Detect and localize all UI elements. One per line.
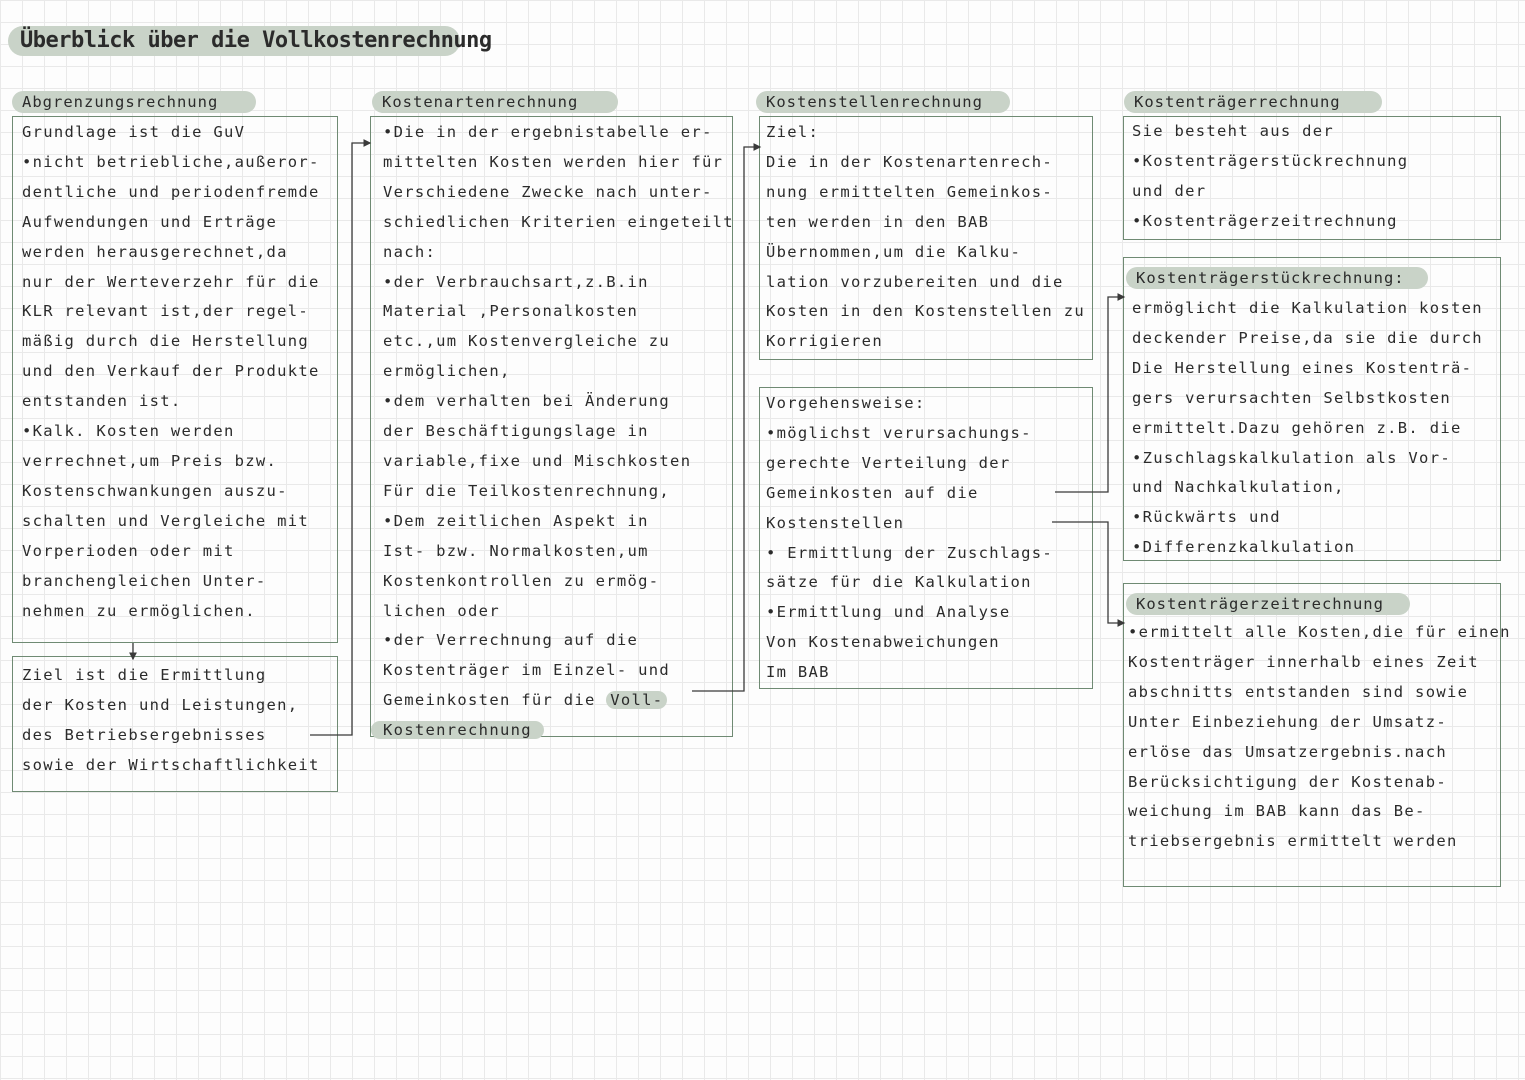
- zeitrechnung-heading: Kostenträgerzeitrechnung: [1126, 593, 1410, 615]
- text-line: Kostenstellen: [766, 513, 905, 532]
- text-line: deckender Preise,da sie die durch: [1132, 328, 1483, 347]
- text-line: mäßig durch die Herstellung: [22, 332, 310, 351]
- text-line: •ermittelt alle Kosten,die für einen: [1128, 623, 1511, 641]
- text-line: Material ,Personalkosten: [383, 302, 639, 321]
- text-line: entstanden ist.: [22, 392, 182, 411]
- text-line: ermöglichen,: [383, 362, 511, 381]
- abgrenzung-heading: Abgrenzungsrechnung: [12, 91, 256, 113]
- text-line: ten werden in den BAB: [766, 212, 990, 231]
- text-line: des Betriebsergebnisses: [22, 725, 267, 744]
- text-line: weichung im BAB kann das Be-: [1128, 802, 1426, 821]
- text-line: Die Herstellung eines Kostenträ-: [1132, 358, 1473, 377]
- text-line: Korrigieren: [766, 332, 883, 351]
- text-line: lichen oder: [383, 601, 500, 620]
- text-line: und den Verkauf der Produkte: [22, 362, 320, 381]
- text-line: Ziel:: [766, 123, 820, 141]
- text-line: Aufwendungen und Erträge: [22, 212, 278, 231]
- text-line: ermittelt.Dazu gehören z.B. die: [1132, 418, 1462, 437]
- arrow-ziel-to-kostenarten: [310, 143, 370, 735]
- text-line: KLR relevant ist,der regel-: [22, 302, 310, 321]
- text-line: •Die in der ergebnistabelle er-: [383, 123, 713, 141]
- kostenrechnung-mark: Kostenrechnung: [371, 721, 544, 739]
- text-line: der Beschäftigungslage in: [383, 422, 649, 441]
- text-line: •Dem zeitlichen Aspekt in: [383, 511, 649, 530]
- text-line: •Differenzkalkulation: [1132, 538, 1356, 557]
- text-line: Vorgehensweise:: [766, 394, 926, 412]
- text-line: Übernommen,um die Kalku-: [766, 242, 1022, 261]
- text-line: schalten und Vergleiche mit: [22, 511, 310, 530]
- arrow-to-stueckrechnung: [1055, 297, 1124, 492]
- kostentraeger-heading: Kostenträgerrechnung: [1124, 91, 1382, 113]
- arrow-kostenarten-to-kostenstellen: [692, 147, 760, 691]
- text-line: variable,fixe und Mischkosten: [383, 451, 692, 470]
- vollkosten-mark: Voll-: [606, 691, 667, 709]
- text-line: gerechte Verteilung der: [766, 453, 1011, 472]
- text-line: und Nachkalkulation,: [1132, 478, 1345, 497]
- text-line: Berücksichtigung der Kostenab-: [1128, 772, 1447, 791]
- kostenarten-last-prefix: Gemeinkosten für die: [383, 691, 596, 710]
- text-line: Gemeinkosten auf die: [766, 483, 979, 502]
- text-line: verrechnet,um Preis bzw.: [22, 451, 278, 470]
- page-title: Überblick über die Vollkostenrechnung: [8, 26, 460, 56]
- text-line: nehmen zu ermöglichen.: [22, 601, 256, 620]
- text-line: mittelten Kosten werden hier für: [383, 152, 724, 171]
- text-line: nach:: [383, 242, 437, 261]
- text-line: Grundlage ist die GuV: [22, 123, 246, 141]
- text-line: •Kostenträgerstückrechnung: [1132, 151, 1409, 170]
- text-line: etc.,um Kostenvergleiche zu: [383, 332, 671, 351]
- text-line: Ziel ist die Ermittlung: [22, 666, 267, 684]
- text-line: Vorperioden oder mit: [22, 541, 235, 560]
- text-line: Kostenträger innerhalb eines Zeit: [1128, 652, 1479, 671]
- text-line: schiedlichen Kriterien eingeteilt: [383, 212, 734, 231]
- text-line: Verschiedene Zwecke nach unter-: [383, 182, 713, 201]
- text-line: Kostenkontrollen zu ermög-: [383, 571, 660, 590]
- text-line: Die in der Kostenartenrech-: [766, 152, 1054, 171]
- text-line: der Kosten und Leistungen,: [22, 695, 299, 714]
- text-line: •Kostenträgerzeitrechnung: [1132, 211, 1398, 230]
- text-line: Kosten in den Kostenstellen zu: [766, 302, 1085, 321]
- text-line: sowie der Wirtschaftlichkeit: [22, 755, 320, 774]
- text-line: nur der Werteverzehr für die: [22, 272, 320, 291]
- text-line: abschnitts entstanden sind sowie: [1128, 682, 1469, 701]
- text-line: Im BAB: [766, 663, 830, 682]
- kostenstellen-heading: Kostenstellenrechnung: [756, 91, 1010, 113]
- text-line: Kostenträger im Einzel- und: [383, 661, 671, 680]
- text-line: Ist- bzw. Normalkosten,um: [383, 541, 649, 560]
- text-line: Von Kostenabweichungen: [766, 633, 1000, 652]
- text-line: •möglichst verursachungs-: [766, 423, 1032, 442]
- text-line: •Zuschlagskalkulation als Vor-: [1132, 448, 1451, 467]
- text-line: •der Verrechnung auf die: [383, 631, 639, 650]
- text-line: Sie besteht aus der: [1132, 122, 1335, 140]
- text-line: branchengleichen Unter-: [22, 571, 267, 590]
- text-line: gers verursachten Selbstkosten: [1132, 388, 1451, 407]
- text-line: und der: [1132, 181, 1207, 200]
- text-line: ermöglicht die Kalkulation kosten: [1132, 299, 1483, 317]
- text-line: •der Verbrauchsart,z.B.in: [383, 272, 649, 291]
- text-line: •Ermittlung und Analyse: [766, 603, 1011, 622]
- kostenarten-heading: Kostenartenrechnung: [372, 91, 618, 113]
- text-line: •nicht betriebliche,außeror-: [22, 152, 320, 171]
- text-line: • Ermittlung der Zuschlags-: [766, 543, 1054, 562]
- text-line: Kostenschwankungen auszu-: [22, 481, 288, 500]
- arrow-to-zeitrechnung: [1052, 522, 1124, 623]
- text-line: werden herausgerechnet,da: [22, 242, 288, 261]
- stueckrechnung-heading: Kostenträgerstückrechnung:: [1126, 267, 1428, 289]
- text-line: lation vorzubereiten und die: [766, 272, 1064, 291]
- text-line: triebsergebnis ermittelt werden: [1128, 832, 1458, 851]
- text-line: nung ermittelten Gemeinkos-: [766, 182, 1054, 201]
- text-line: sätze für die Kalkulation: [766, 573, 1032, 592]
- text-line: Für die Teilkostenrechnung,: [383, 481, 671, 500]
- text-line: erlöse das Umsatzergebnis.nach: [1128, 742, 1447, 761]
- text-line: •Kalk. Kosten werden: [22, 422, 235, 441]
- text-line: Unter Einbeziehung der Umsatz-: [1128, 712, 1447, 731]
- text-line: •dem verhalten bei Änderung: [383, 392, 671, 411]
- text-line: dentliche und periodenfremde: [22, 182, 320, 201]
- text-line: •Rückwärts und: [1132, 508, 1281, 527]
